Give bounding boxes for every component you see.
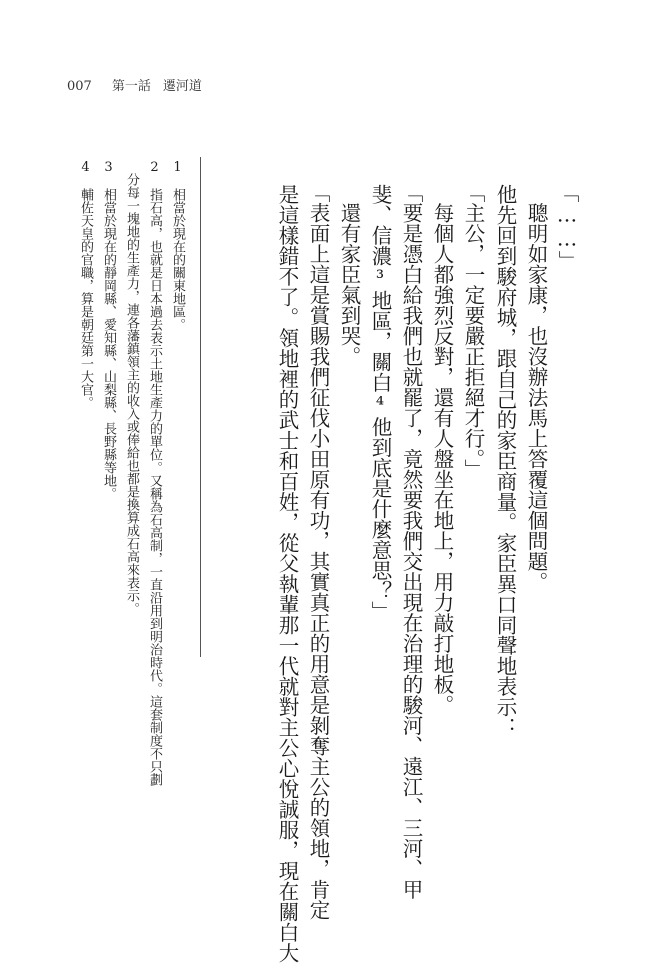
footnote-line: 3 相當於現在的靜岡縣、愛知縣、山梨縣、長野縣等地。: [101, 160, 116, 500]
body-line: 「主公，一定要嚴正拒絕才行。」: [461, 182, 485, 480]
footnote-line: 分每一塊地的生產力，連各藩鎮領主的收入或俸給也都是換算成石高來表示。: [124, 160, 139, 615]
body-line: 斐、信濃³地區，關白⁴他到底是什麼意思？」: [368, 184, 392, 622]
running-header: [67, 75, 202, 94]
body-line: 他先回到駿府城，跟自己的家臣商量。家臣異口同聲地表示：: [493, 184, 517, 738]
footnote-line: 1 相當於現在的關東地區。: [170, 160, 185, 331]
body-line: 「要是憑白給我們也就罷了，竟然要我們交出現在治理的駿河、遠江、三河、甲: [399, 182, 423, 900]
body-line: 聰明如家康，也沒辦法馬上答覆這個問題。: [524, 182, 548, 592]
body-line: 是這樣錯不了。領地裡的武士和百姓，從父執輩那一代就對主公心悅誠服，現在關白大: [275, 184, 299, 963]
body-line: 每個人都強烈反對，還有人盤坐在地上，用力敲打地板。: [430, 182, 454, 715]
footnote-line: 2 指石高，也就是日本過去表示土地生產力的單位。又稱為石高制，一直沿用到明治時代。這套制度不只劃: [147, 160, 162, 786]
page-number: 007: [67, 79, 92, 94]
chapter-label: 第一話: [111, 79, 151, 94]
footnote-line: 4 輔佐天皇的官職，算是朝廷第一大官。: [78, 160, 93, 409]
body-line: 「表面上這是賞賜我們征伐小田原有功，其實真正的用意是剝奪主公的領地，肯定: [306, 182, 330, 920]
footnote-divider: [200, 157, 201, 657]
chapter-title: 遷河道: [162, 79, 202, 94]
body-line: 「……」: [555, 182, 579, 271]
body-line: 還有家臣氣到哭。: [337, 182, 361, 367]
